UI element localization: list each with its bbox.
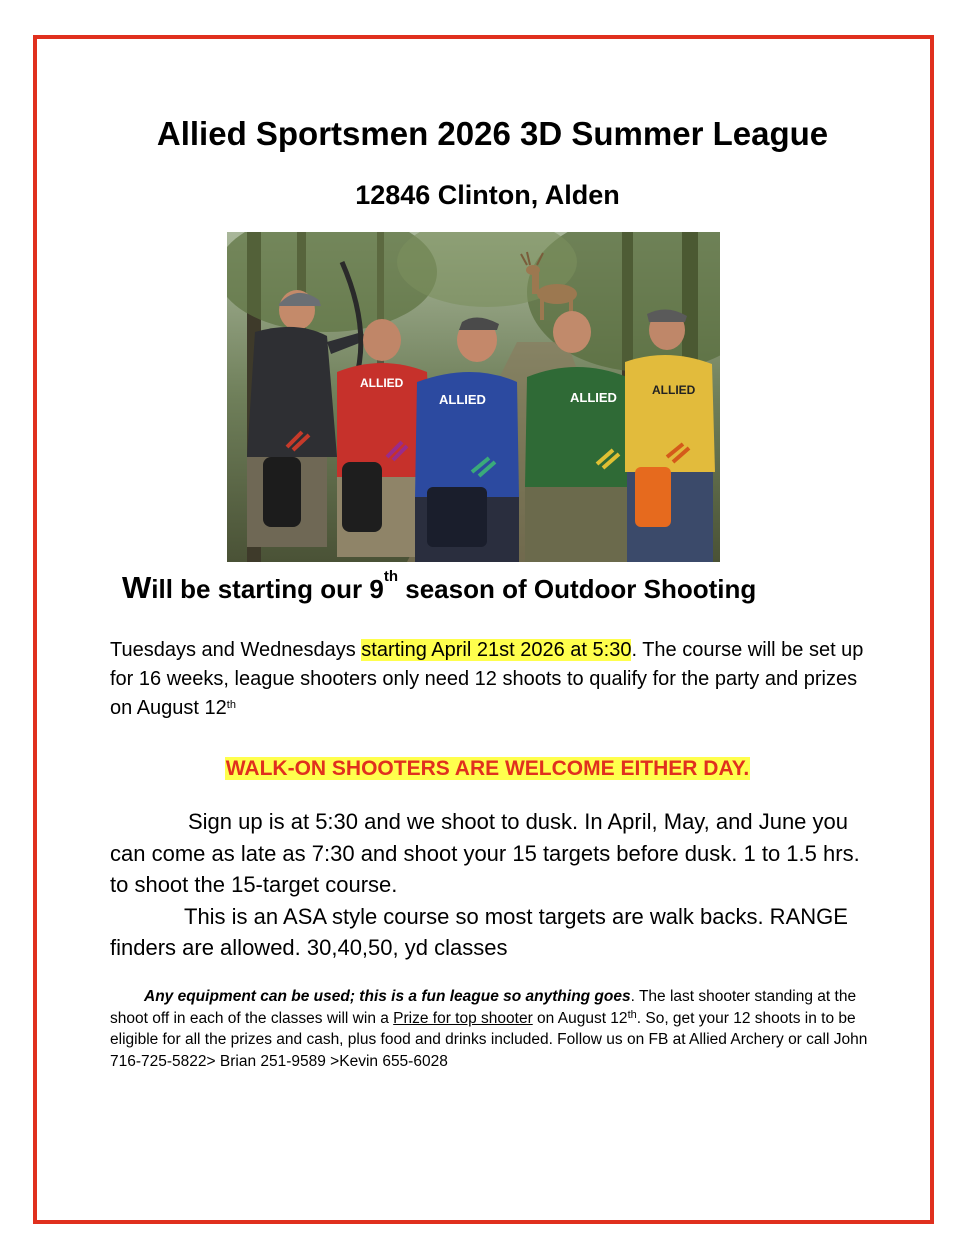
equipment-text-1: . The last shooter standing at the shoot off in each of the classes will win a <box>110 988 857 1027</box>
season-sup: th <box>383 568 399 585</box>
shirt-text: ALLIED <box>570 390 617 405</box>
schedule-sup: th <box>226 699 236 711</box>
season-w: W <box>122 570 152 605</box>
address: 12846 Clinton, Alden <box>355 180 620 210</box>
shirt-text: ALLIED <box>360 376 404 390</box>
schedule-pre: Tuesdays and Wednesdays <box>110 639 362 661</box>
equipment-paragraph <box>110 986 870 1072</box>
details-paragraph <box>110 806 880 964</box>
details-line-2: This is an ASA style course so most targets are walk backs. RANGE finders are allowed. 30,40,50, yd classes <box>110 903 848 960</box>
archers-illustration <box>227 232 720 562</box>
schedule-post: . The course will be set up for 16 weeks, league shooters only need 12 shoots to qualify for the party and prizes on August 12 <box>110 639 864 719</box>
season-pre: ill be starting our 9 <box>151 574 384 604</box>
prize-underline: Prize for top shooter <box>393 1009 533 1027</box>
start-date-highlight: starting April 21st 2026 at 5:30 <box>361 639 632 661</box>
walk-on-text: WALK-ON SHOOTERS ARE WELCOME EITHER DAY. <box>225 757 750 780</box>
schedule-paragraph <box>110 636 870 723</box>
equipment-text-2: on August 12 <box>532 1009 628 1027</box>
shirt-text: ALLIED <box>439 392 486 407</box>
season-post: season of Outdoor Shooting <box>398 574 757 604</box>
equipment-emphasis: Any equipment can be used; this is a fun league so anything goes <box>144 988 631 1005</box>
shirt-text: ALLIED <box>652 383 696 397</box>
walk-on-notice <box>0 757 975 781</box>
season-heading <box>122 570 756 606</box>
equipment-text-3: . So, get your 12 shoots in to be eligible for all the prizes and cash, plus food and drinks included. Follow us on FB at Allied Archery or call John 716-725-5822> Brian 251-9589 >Kevin 655-6028 <box>110 1009 868 1070</box>
page-title: Allied Sportsmen 2026 3D Summer League <box>156 115 829 152</box>
equipment-sup: th <box>627 1008 637 1021</box>
archers-photo <box>227 232 720 562</box>
details-line-1: Sign up is at 5:30 and we shoot to dusk. In April, May, and June you can come as late as 7:30 and shoot your 15 targets before dusk. 1 to 1.5 hrs. to shoot the 15-target course. <box>110 809 860 897</box>
